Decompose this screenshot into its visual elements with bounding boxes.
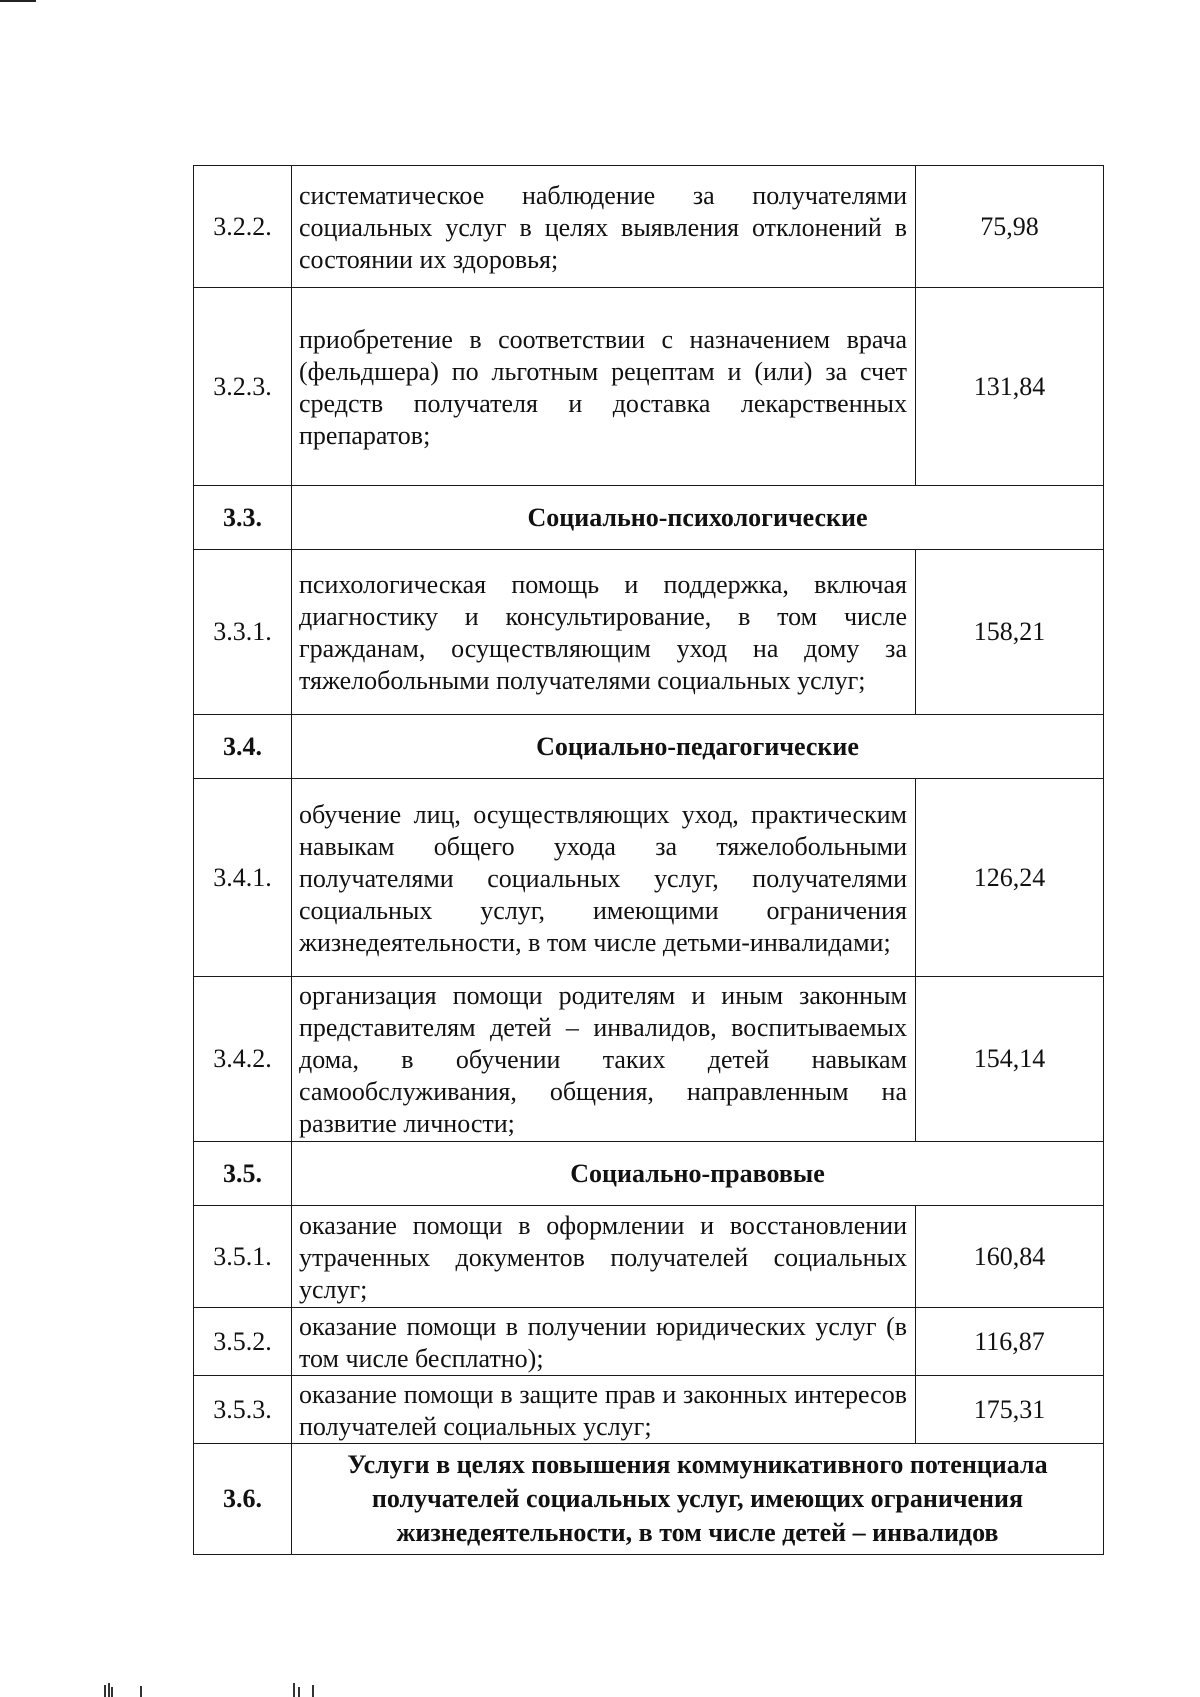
item-number: 3.4.1.	[194, 779, 292, 977]
item-number: 3.2.2.	[194, 166, 292, 288]
item-price: 116,87	[916, 1308, 1104, 1376]
table-row	[194, 779, 1104, 977]
item-description: оказание помощи в защите прав и законных интересов получателей социальных услуг;	[292, 1376, 916, 1444]
section-title: Услуги в целях повышения коммуникативного потенциала получателей социальных услуг, имеющих ограничения жизнедеятельности, в том числе детей – инвалидов	[292, 1444, 1104, 1555]
item-description: систематическое наблюдение за получателями социальных услуг в целях выявления отклонений в состоянии их здоровья;	[292, 166, 916, 288]
item-price: 131,84	[916, 288, 1104, 486]
table-row	[194, 1206, 1104, 1308]
item-description: приобретение в соответствии с назначением врача (фельдшера) по льготным рецептам и (или) за счет средств получателя и доставка лекарственных препаратов;	[292, 288, 916, 486]
item-price: 158,21	[916, 550, 1104, 715]
section-number: 3.5.	[194, 1142, 292, 1206]
item-description: обучение лиц, осуществляющих уход, практическим навыкам общего ухода за тяжелобольными получателями социальных услуг, получателями социальных услуг, имеющими ограничения жизнедеятельности, в том числе детьми-инвалидами;	[292, 779, 916, 977]
item-description: оказание помощи в оформлении и восстановлении утраченных документов получателей социальных услуг;	[292, 1206, 916, 1308]
section-row	[194, 1444, 1104, 1555]
section-title: Социально-психологические	[292, 486, 1104, 550]
section-row	[194, 715, 1104, 779]
item-description: оказание помощи в получении юридических услуг (в том числе бесплатно);	[292, 1308, 916, 1376]
item-number: 3.4.2.	[194, 977, 292, 1142]
item-description: психологическая помощь и поддержка, включая диагностику и консультирование, в том числе гражданам, осуществляющим уход на дому за тяжелобольными получателями социальных услуг;	[292, 550, 916, 715]
table-row	[194, 977, 1104, 1142]
item-description: организация помощи родителям и иным законным представителям детей – инвалидов, воспитываемых дома, в обучении таких детей навыкам самообслуживания, общения, направленным на развитие личности;	[292, 977, 916, 1142]
item-number: 3.3.1.	[194, 550, 292, 715]
item-number: 3.2.3.	[194, 288, 292, 486]
table-row	[194, 550, 1104, 715]
item-price: 154,14	[916, 977, 1104, 1142]
table-row	[194, 1308, 1104, 1376]
item-number: 3.5.2.	[194, 1308, 292, 1376]
section-row	[194, 486, 1104, 550]
section-number: 3.3.	[194, 486, 292, 550]
table-row	[194, 288, 1104, 486]
item-price: 126,24	[916, 779, 1104, 977]
table-row	[194, 166, 1104, 288]
section-row	[194, 1142, 1104, 1206]
section-number: 3.4.	[194, 715, 292, 779]
item-price: 175,31	[916, 1376, 1104, 1444]
services-price-table	[193, 165, 1104, 1555]
scan-corner-mark	[0, 0, 36, 2]
table-row	[194, 1376, 1104, 1444]
item-price: 75,98	[916, 166, 1104, 288]
section-title: Социально-правовые	[292, 1142, 1104, 1206]
item-number: 3.5.1.	[194, 1206, 292, 1308]
item-price: 160,84	[916, 1206, 1104, 1308]
scan-footer-marks	[100, 1683, 340, 1697]
section-title: Социально-педагогические	[292, 715, 1104, 779]
item-number: 3.5.3.	[194, 1376, 292, 1444]
section-number: 3.6.	[194, 1444, 292, 1555]
